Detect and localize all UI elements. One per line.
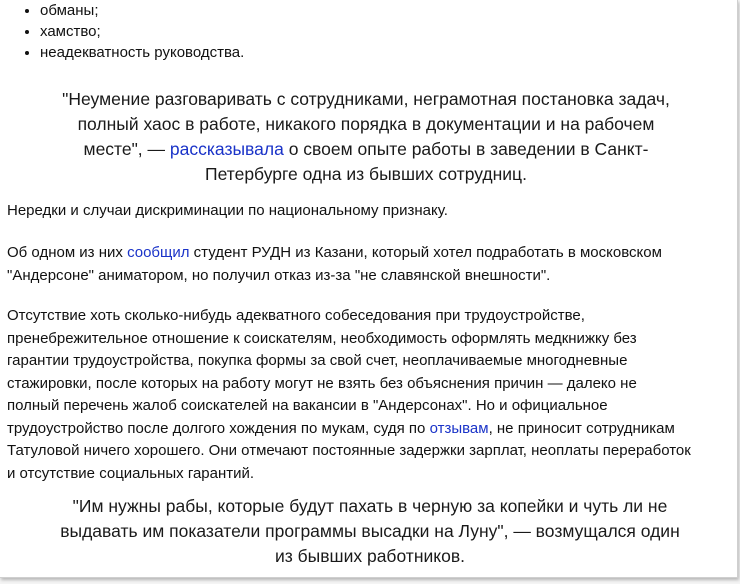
- paragraph-text-end: , не приносит сотрудникам Татуловой ничего хорошего. Они отмечают постоянные задержки зарплат, неоплаты переработок и отсутствие социальных гарантий.: [7, 419, 691, 482]
- paragraph-discrimination: Нередки и случаи дискриминации по национальному признаку.: [7, 202, 448, 219]
- quote-text-end: о своем опыте работы в заведении в Санкт-Петербурге одна из бывших сотрудниц.: [205, 139, 649, 184]
- source-link-soobshchil[interactable]: сообщил: [127, 244, 190, 261]
- list-item: • обманы;: [40, 0, 244, 21]
- quote-former-employee: [60, 87, 672, 187]
- paragraph-student-case: [7, 242, 687, 287]
- quote-former-worker: "Им нужны рабы, которые будут пахать в черную за копейки и чуть ли не выдавать им показатели программы высадки на Луну", — возмущался один из бывших работников.: [60, 496, 680, 566]
- source-link-rasskazyvala[interactable]: рассказывала: [169, 139, 284, 159]
- paragraph-text-end: студент РУДН из Казани, который хотел подработать в московском "Андерсоне" аниматором, но получил отказ из-за "не славянской внешности".: [7, 244, 662, 284]
- list-item: • хамство;: [40, 21, 244, 42]
- paragraph-text-start: Об одном из них: [7, 244, 128, 261]
- complaint-list: [0, 0, 244, 63]
- paragraph-text-start: Отсутствие хоть сколько-нибудь адекватного собеседования при трудоустройстве, пренебрежительное отношение к соискателям, необходимость оформлять медкнижку без гарантии трудоустройства, покупка формы за свой счет, неоплачиваемые многодневные стажировки, после которых на работу могут не взять без объяснения причин — далеко не полный перечень жалоб соискателей на вакансии в "Андерсонах". Но и официальное трудоустройство после долгого хождения по мукам, судя по: [7, 307, 637, 437]
- list-item: • неадекватность руководства.: [40, 42, 244, 63]
- paragraph-hiring-complaints: [7, 305, 692, 485]
- source-link-otzyvam[interactable]: отзывам: [429, 419, 489, 437]
- quote-text-start: "Неумение разговаривать с сотрудниками, неграмотная постановка задач, полный хаос в работе, никакого порядка в документации и на рабочем месте", —: [62, 89, 670, 159]
